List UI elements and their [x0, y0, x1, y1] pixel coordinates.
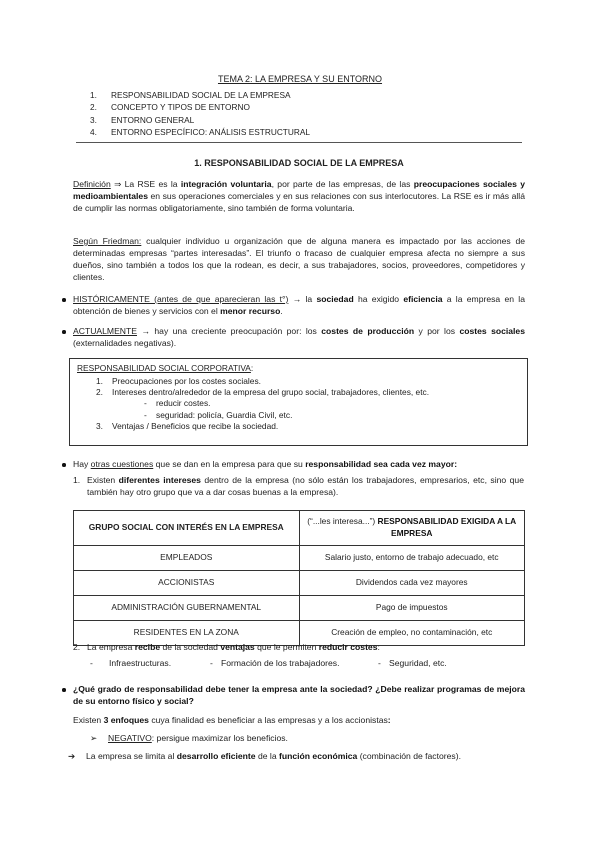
bullet-icon	[62, 298, 66, 302]
document-title: TEMA 2: LA EMPRESA Y SU ENTORNO	[217, 74, 383, 84]
list-item: - Infraestructuras.	[90, 658, 172, 668]
rsc-subitem: - reducir costes.	[144, 398, 211, 409]
rsc-list	[96, 376, 521, 432]
point-number: 2.	[73, 642, 81, 652]
bullet-icon	[62, 463, 66, 467]
table-row	[74, 546, 525, 571]
toc-item: 1. RESPONSABILIDAD SOCIAL DE LA EMPRESA	[90, 90, 291, 100]
toc-item: 2. CONCEPTO Y TIPOS DE ENTORNO	[90, 102, 250, 113]
negativo-paragraph: NEGATIVO: persigue maximizar los beneficios.	[108, 733, 288, 743]
enfoques-paragraph: Existen 3 enfoques cuya finalidad es beneficiar a las empresas y a los accionistas:	[73, 715, 391, 725]
table-cell: Pago de impuestos	[299, 596, 525, 621]
point1-paragraph: Existen diferentes intereses dentro de la empresa (no sólo están los trabajadores, empresarios, etc, sino que también hay otro grupo que va a dar cosas buenas a la empresa).	[87, 475, 524, 497]
table-header-cell: (“...les interesa...”) RESPONSABILIDAD EXIGIDA A LA EMPRESA	[299, 511, 525, 546]
table-of-contents	[90, 89, 510, 139]
point2-items	[90, 658, 520, 670]
table-cell: EMPLEADOS	[74, 546, 300, 571]
point-number: 1.	[73, 475, 81, 485]
otras-cuestiones-paragraph: Hay otras cuestiones que se dan en la empresa para que su responsabilidad sea cada vez mayor:	[73, 459, 458, 469]
table-cell: RESIDENTES EN LA ZONA	[74, 621, 300, 646]
bullet-icon	[62, 688, 66, 692]
question-paragraph: ¿Qué grado de responsabilidad debe tener la empresa ante la sociedad? ¿Debe realizar programas de mejora de su entorno físico y social?	[73, 684, 525, 706]
rsc-item: 3. Ventajas / Beneficios que recibe la sociedad.	[96, 420, 279, 431]
rsc-subitem: - seguridad: policía, Guardia Civil, etc.	[144, 409, 293, 420]
section-heading: 1. RESPONSABILIDAD SOCIAL DE LA EMPRESA	[194, 158, 404, 168]
table-cell: Creación de empleo, no contaminación, etc	[299, 621, 525, 646]
rsc-item: 1. Preocupaciones por los costes sociales.	[96, 376, 261, 386]
table-header-cell: GRUPO SOCIAL CON INTERÉS EN LA EMPRESA	[74, 511, 300, 546]
table-cell: ACCIONISTAS	[74, 571, 300, 596]
toc-item: 4. ENTORNO ESPECÍFICO: ANÁLISIS ESTRUCTURAL	[90, 127, 311, 138]
table-header-row	[74, 511, 525, 546]
arrowhead-bullet-icon: ➢	[90, 733, 98, 743]
divider-line	[76, 142, 522, 143]
limita-paragraph: La empresa se limita al desarrollo eficiente de la función económica (combinación de factores).	[86, 751, 461, 761]
point2-paragraph: La empresa recibe de la sociedad ventajas que le permiten reducir costes:	[87, 642, 380, 652]
rsc-box	[69, 358, 528, 446]
social-groups-table	[73, 510, 525, 646]
bullet-icon	[62, 330, 66, 334]
toc-item: 3. ENTORNO GENERAL	[90, 114, 195, 125]
friedman-paragraph: Según Friedman: cualquier individuo u organización que de alguna manera es impactado por las acciones de determinadas empresas “partes interesadas”. El triunfo o fracaso de cualquier empresa afecta no siempre a sus dueños, sino también a todos los que la rodean, es decir, a sus trabajadores, socios, proveedores, competidores y clientes.	[73, 236, 526, 282]
rsc-item: 2. Intereses dentro/alrededor de la empresa del grupo social, trabajadores, clientes, etc.	[96, 387, 430, 398]
rsc-title: RESPONSABILIDAD SOCIAL CORPORATIVA:	[77, 363, 254, 373]
actualmente-paragraph: ACTUALMENTE → hay una creciente preocupación por: los costes de producción y por los costes sociales (externalidades negativas).	[73, 326, 525, 348]
historicamente-paragraph: HISTÓRICAMENTE (antes de que aparecieran las t°) → la sociedad ha exigido eficiencia a la empresa en la obtención de bienes y servicios con el menor recurso.	[73, 294, 525, 316]
definition-paragraph: Definición ⇒ La RSE es la integración voluntaria, por parte de las empresas, de las preocupaciones sociales y medioambientales en sus operaciones comerciales y en sus relaciones con sus interlocutores. La RSE es ir más allá de cumplir las normas obligatoriamente, sino también de forma voluntaria.	[73, 179, 525, 213]
right-arrow-bullet-icon: ➔	[68, 751, 76, 761]
table-cell: Salario justo, entorno de trabajo adecuado, etc	[299, 546, 525, 571]
list-item: - Seguridad, etc.	[378, 658, 447, 668]
table-row	[74, 596, 525, 621]
table-cell: ADMINISTRACIÓN GUBERNAMENTAL	[74, 596, 300, 621]
table-row	[74, 571, 525, 596]
table-cell: Dividendos cada vez mayores	[299, 571, 525, 596]
list-item: - Formación de los trabajadores.	[210, 658, 340, 668]
